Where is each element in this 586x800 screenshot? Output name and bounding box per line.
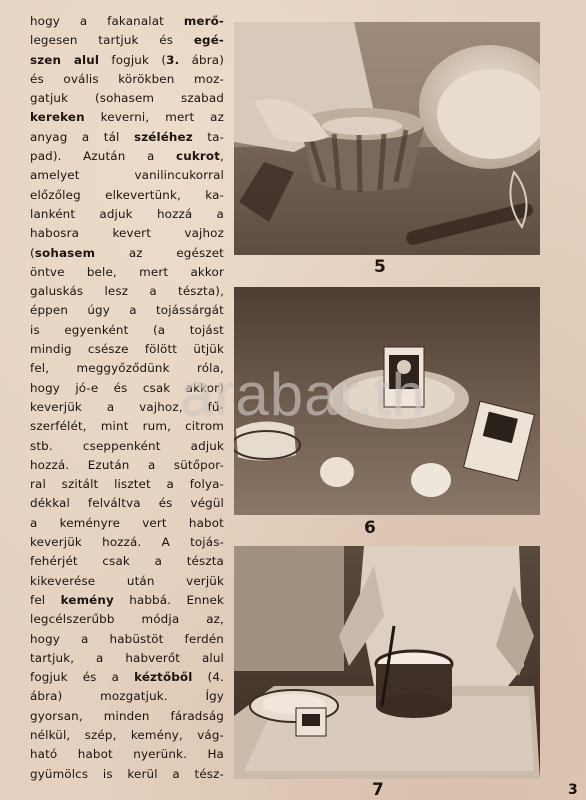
text-line bbox=[30, 224, 224, 243]
text-run: ( bbox=[30, 245, 35, 260]
bold-text-run: sohasem bbox=[34, 245, 96, 260]
text-run: legcélszerűbb módja az, bbox=[30, 612, 224, 627]
text-run: ta- bbox=[192, 129, 224, 144]
text-run: , bbox=[220, 149, 224, 164]
text-line bbox=[30, 128, 224, 147]
text-line bbox=[30, 765, 224, 784]
text-run: ral szitált lisztet a folya- bbox=[30, 477, 224, 492]
text-run: kikeverése után verjük bbox=[30, 573, 224, 588]
text-run: galuskás lesz a tészta), bbox=[30, 284, 224, 299]
text-run: hogy a fakanalat bbox=[30, 14, 184, 28]
text-line bbox=[30, 552, 224, 571]
text-line bbox=[30, 437, 224, 456]
bold-text-run: 3. bbox=[166, 52, 180, 67]
text-line bbox=[30, 12, 224, 31]
text-line bbox=[30, 301, 224, 320]
text-run: hozzá. Ezután a sütőpor- bbox=[30, 457, 224, 472]
text-run: szerfélét, mint rum, citrom bbox=[30, 419, 224, 434]
text-line bbox=[30, 359, 224, 378]
text-run: gyorsan, minden fáradság bbox=[30, 708, 224, 723]
text-line bbox=[30, 263, 224, 282]
text-run: mindig csésze fölött ütjük bbox=[30, 342, 224, 357]
text-line bbox=[30, 417, 224, 436]
text-run: ható habot nyerünk. Ha bbox=[30, 747, 224, 762]
text-run: hogy jó-e és csak akkor) bbox=[30, 380, 224, 395]
bold-text-run: kereken bbox=[30, 110, 85, 125]
text-line bbox=[30, 166, 224, 185]
text-run: stb. cseppenként adjuk bbox=[30, 438, 224, 453]
text-run: keverjük a vajhoz, fű- bbox=[30, 399, 224, 414]
bold-text-run: kemény bbox=[60, 592, 114, 607]
watermark: arabar.th bbox=[180, 361, 426, 428]
text-run: előzőleg elkevertünk, ka- bbox=[30, 187, 224, 202]
text-line bbox=[30, 456, 224, 475]
text-run: fel, meggyőződünk róla, bbox=[30, 361, 224, 376]
text-run: éppen úgy a tojássárgát bbox=[30, 303, 224, 318]
bold-text-run: szen alul bbox=[30, 52, 100, 67]
bold-text-run: széléhez bbox=[133, 129, 193, 144]
figure-6-photo bbox=[234, 287, 540, 515]
figure-7-number: 7 bbox=[372, 780, 384, 800]
text-line bbox=[30, 244, 224, 263]
text-line bbox=[30, 494, 224, 513]
text-line bbox=[30, 186, 224, 205]
text-run: gatjuk (sohasem szabad bbox=[30, 91, 224, 106]
text-line bbox=[30, 745, 224, 764]
text-run: a keményre vert habot bbox=[30, 515, 224, 530]
figure-6-number: 6 bbox=[364, 518, 376, 538]
text-line bbox=[30, 668, 224, 687]
text-line bbox=[30, 398, 224, 417]
text-line bbox=[30, 591, 224, 610]
text-line bbox=[30, 726, 224, 745]
bold-text-run: merő- bbox=[183, 14, 224, 28]
bold-text-run: egé- bbox=[193, 33, 224, 48]
body-text-column bbox=[30, 12, 224, 784]
text-run: pad). Azután a bbox=[30, 149, 177, 164]
text-line bbox=[30, 282, 224, 301]
text-line bbox=[30, 475, 224, 494]
text-line bbox=[30, 70, 224, 89]
text-line bbox=[30, 89, 224, 108]
figure-5-photo bbox=[234, 22, 540, 255]
text-run: öntve bele, mert akkor bbox=[30, 264, 224, 279]
text-line bbox=[30, 147, 224, 166]
text-run: az egészet bbox=[95, 245, 224, 260]
text-run: is egyenként (a tojást bbox=[30, 322, 224, 337]
text-run: habbá. Ennek bbox=[113, 592, 225, 607]
text-run: nélkül, szép, kemény, vág- bbox=[30, 727, 224, 742]
text-run: dékkal felváltva és végül bbox=[30, 496, 224, 511]
text-run: ábra) bbox=[179, 52, 224, 67]
text-run: keverjük hozzá. A tojás- bbox=[30, 535, 224, 550]
text-line bbox=[30, 707, 224, 726]
page-number: 3 bbox=[568, 782, 578, 798]
text-run: tartjuk, a habverőt alul bbox=[30, 650, 224, 665]
text-run: gyümölcs is kerül a tész- bbox=[30, 766, 224, 781]
text-run: ábra) mozgatjuk. Így bbox=[30, 689, 224, 704]
text-run: anyag a tál bbox=[30, 129, 134, 144]
figure-7-photo bbox=[234, 546, 540, 779]
figure-5-number: 5 bbox=[374, 257, 386, 277]
text-run: (4. bbox=[192, 670, 224, 685]
text-run: hogy a habüstöt ferdén bbox=[30, 631, 224, 646]
text-line bbox=[30, 610, 224, 629]
text-run: fehérjét csak a tészta bbox=[30, 554, 224, 569]
text-line bbox=[30, 687, 224, 706]
text-line bbox=[30, 340, 224, 359]
text-line bbox=[30, 572, 224, 591]
text-line bbox=[30, 108, 224, 127]
text-line bbox=[30, 630, 224, 649]
text-line bbox=[30, 31, 224, 50]
text-run: keverni, mert az bbox=[84, 110, 224, 125]
text-line bbox=[30, 379, 224, 398]
text-run: habosra kevert vajhoz bbox=[30, 226, 224, 241]
bold-text-run: kéztőből bbox=[134, 670, 193, 685]
text-run: legesen tartjuk és bbox=[30, 33, 194, 48]
text-line bbox=[30, 321, 224, 340]
text-line bbox=[30, 205, 224, 224]
text-line bbox=[30, 533, 224, 552]
text-line bbox=[30, 51, 224, 70]
bold-text-run: cukrot bbox=[176, 149, 221, 164]
text-run: fel bbox=[30, 592, 61, 607]
text-run: és ovális körökben moz- bbox=[30, 71, 224, 86]
text-line bbox=[30, 649, 224, 668]
text-run: fogjuk ( bbox=[99, 52, 167, 67]
text-run: amelyet vanilincukorral bbox=[30, 168, 224, 183]
text-run: fogjuk és a bbox=[30, 670, 135, 685]
text-run: lanként adjuk hozzá a bbox=[30, 206, 224, 221]
text-line bbox=[30, 514, 224, 533]
